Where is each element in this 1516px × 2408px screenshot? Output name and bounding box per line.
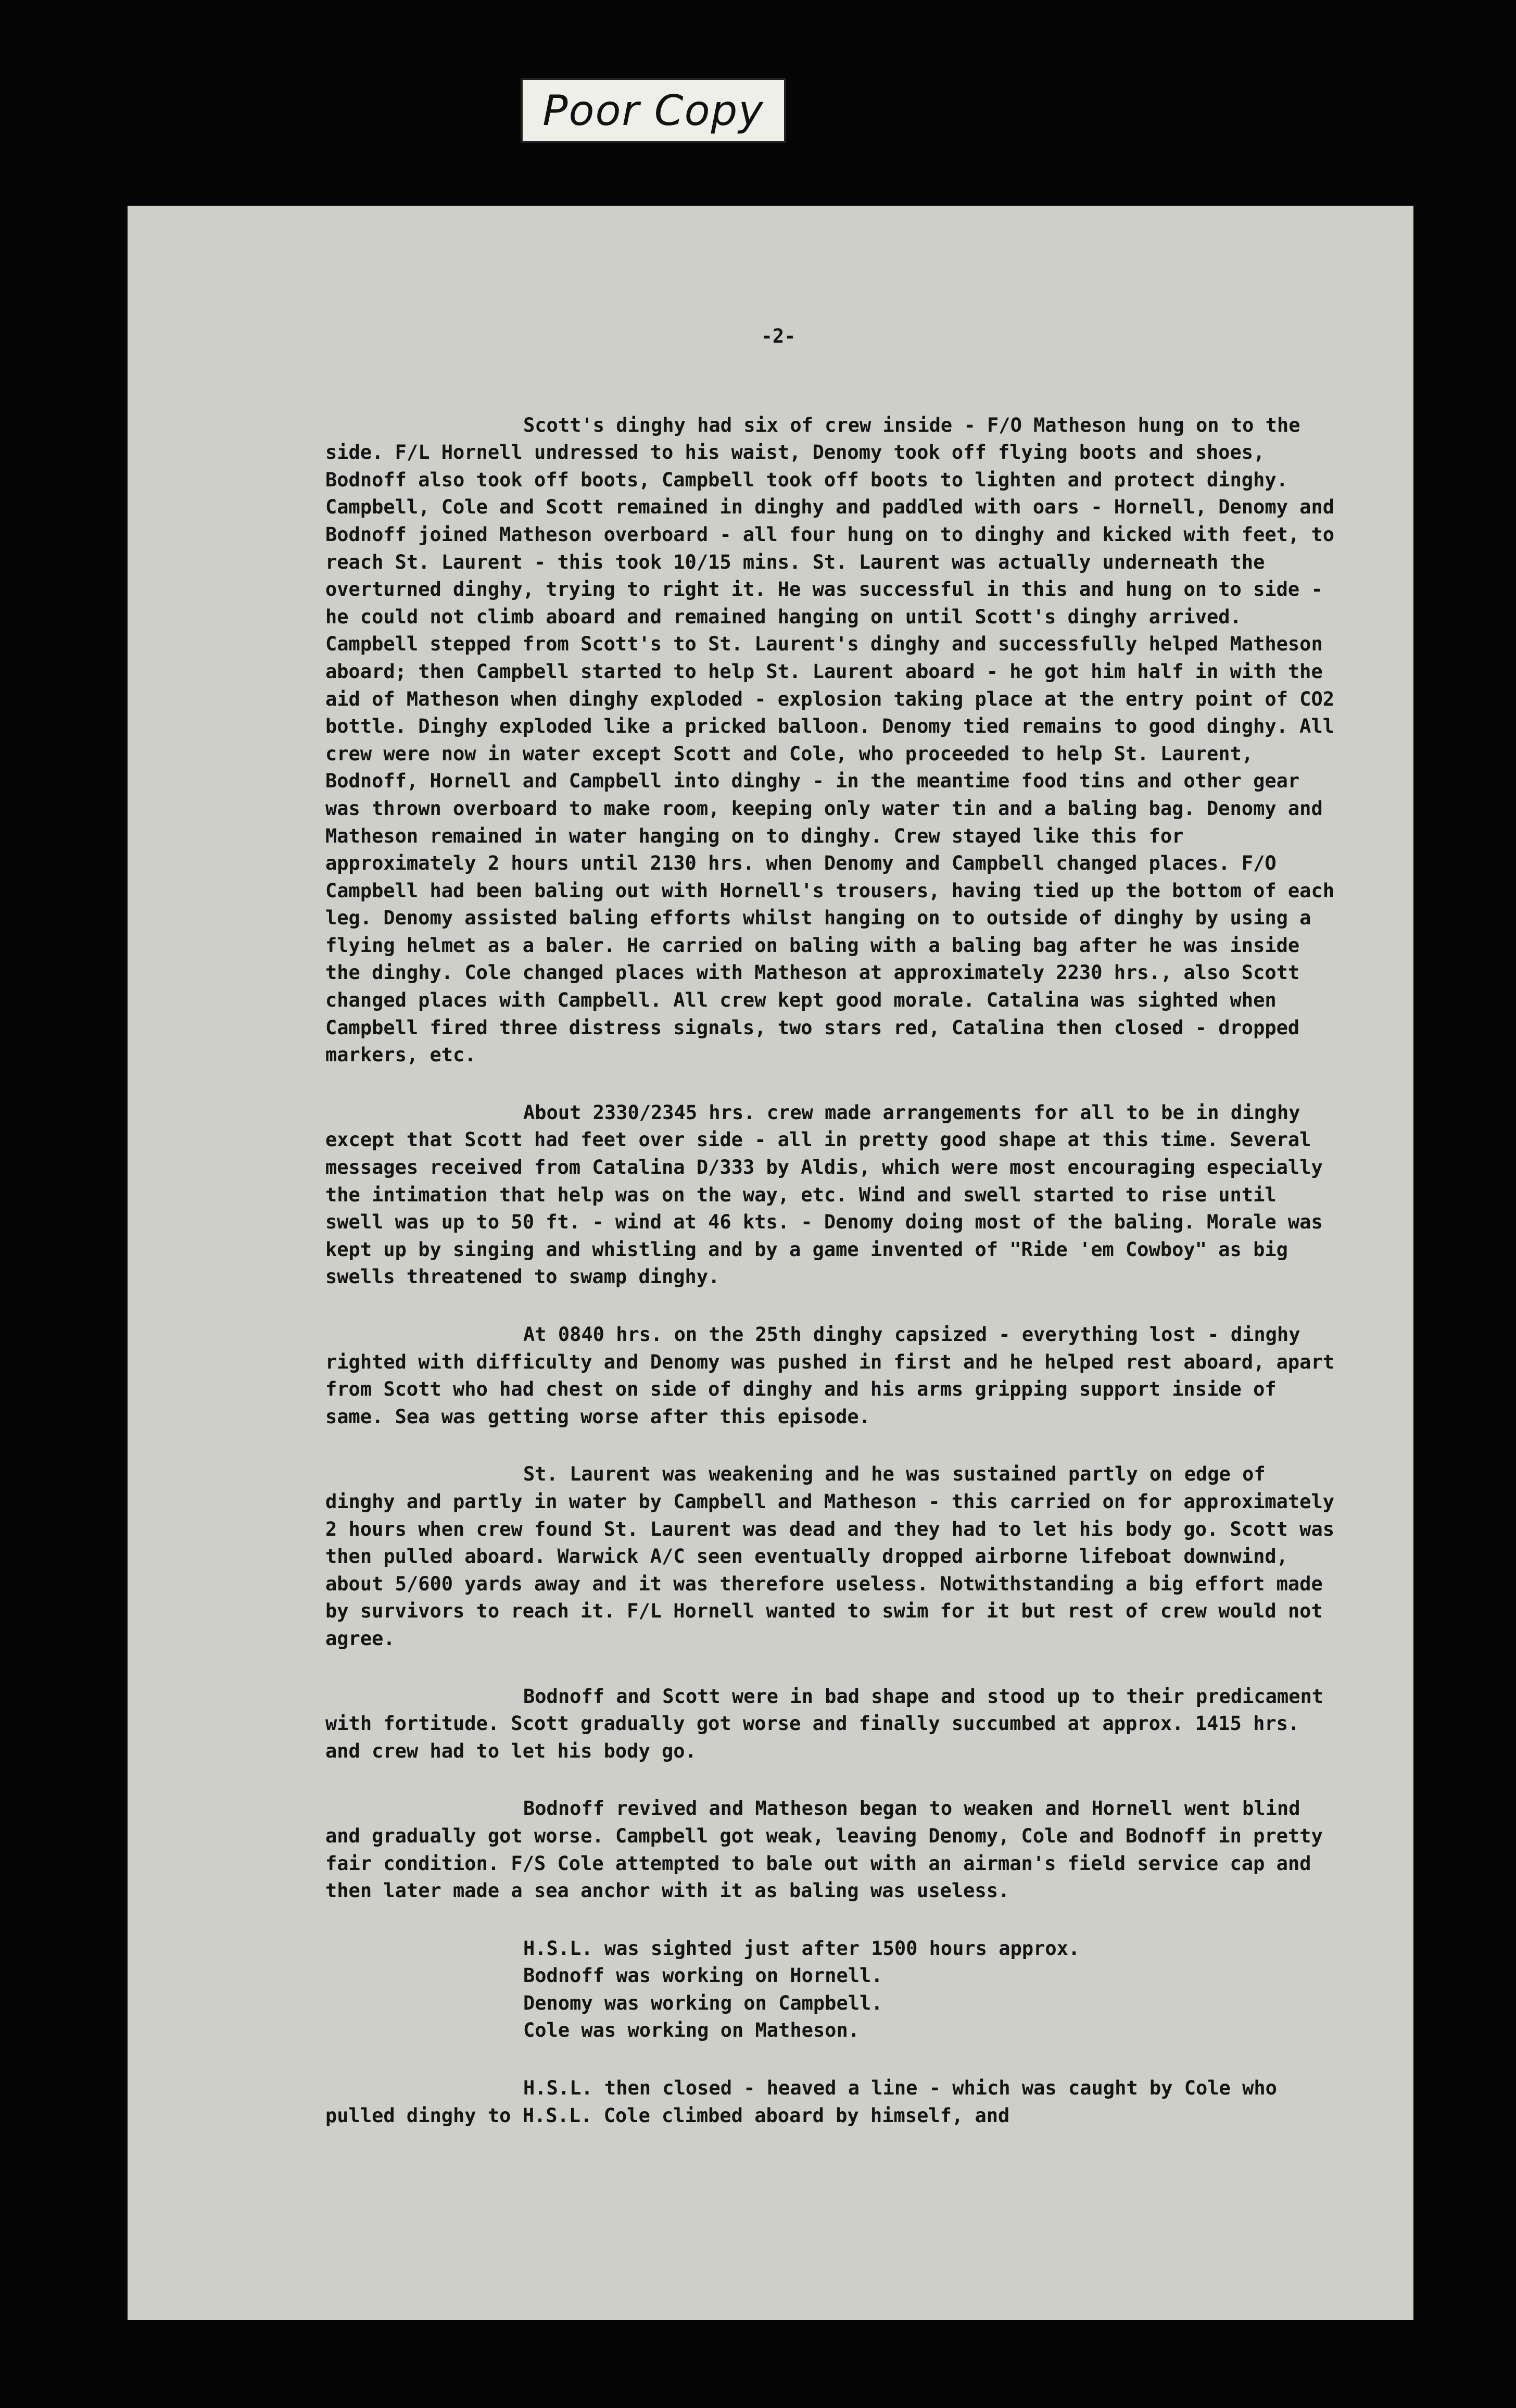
paragraph-night-arrangements: About 2330/2345 hrs. crew made arrangements for all to be in dinghy except that Scott had feet over side - all in pretty good shape at this time. Several messages received from Catalina D/333 by Aldis, which were most encouraging especially the intimation that help was on the way, etc. Wind and swell started to rise until swell was up to 50 ft. - wind at 46 kts. - Denomy doing most of the baling. Morale was kept up by singing and whistling and by a game invented of "Ride 'em Cowboy" as big swells threatened to swamp dinghy.	[325, 1101, 1323, 1288]
list-item: H.S.L. was sighted just after 1500 hours approx.	[523, 1937, 1080, 1960]
list-item: Bodnoff was working on Hornell.	[523, 1964, 883, 1987]
document-page	[128, 206, 1413, 2320]
list-item: Denomy was working on Campbell.	[523, 1991, 883, 2014]
paragraph-dinghy-rescue: Scott's dinghy had six of crew inside - F/O Matheson hung on to the side. F/L Hornell undressed to his waist, Denomy took off flying boots and shoes, Bodnoff also took off boots, Campbell took off boots to lighten and protect dinghy. Campbell, Cole and Scott remained in dinghy and paddled with oars - Hornell, Denomy and Bodnoff joined Matheson overboard - all four hung on to dinghy and kicked with feet, to reach St. Laurent - this took 10/15 mins. St. Laurent was actually underneath the overturned dinghy, trying to right it. He was successful in this and hung on to side - he could not climb aboard and remained hanging on until Scott's dinghy arrived. Campbell stepped from Scott's to St. Laurent's dinghy and successfully helped Matheson aboard; then Campbell started to help St. Laurent aboard - he got him half in with the aid of Matheson when dinghy exploded - explosion taking place at the entry point of CO2 bottle. Dinghy exploded like a pricked balloon. Denomy tied remains to good dinghy. All crew were now in water except Scott and Cole, who proceeded to help St. Laurent, Bodnoff, Hornell and Campbell into dinghy - in the meantime food tins and other gear was thrown overboard to make room, keeping only water tin and a baling bag. Denomy and Matheson remained in water hanging on to dinghy. Crew stayed like this for approximately 2 hours until 2130 hrs. when Denomy and Campbell changed places. F/O Campbell had been baling out with Hornell's trousers, having tied up the bottom of each leg. Denomy assisted baling efforts whilst hanging on to outside of dinghy by using a flying helmet as a baler. He carried on baling with a baling bag after he was inside the dinghy. Cole changed places with Matheson at approximately 2230 hrs., also Scott changed places with Campbell. All crew kept good morale. Catalina was sighted when Campbell fired three distress signals, two stars red, Catalina then closed - dropped markers, etc.	[325, 413, 1335, 1067]
poor-copy-label-text: Poor Copy	[542, 86, 764, 135]
paragraph-st-laurent: St. Laurent was weakening and he was sustained partly on edge of dinghy and partly in water by Campbell and Matheson - this carried on for approximately 2 hours when crew found St. Laurent was dead and they had to let his body go. Scott was then pulled aboard. Warwick A/C seen eventually dropped airborne lifeboat downwind, about 5/600 yards away and it was therefore useless. Notwithstanding a big effort made by survivors to reach it. F/L Hornell wanted to swim for it but rest of crew would not agree.	[325, 1463, 1335, 1650]
paragraph-final: H.S.L. then closed - heaved a line - which was caught by Cole who pulled dinghy to H.S.L. Cole climbed aboard by himself, and	[325, 2077, 1277, 2127]
poor-copy-label	[521, 78, 786, 143]
paragraph-capsize: At 0840 hrs. on the 25th dinghy capsized - everything lost - dinghy righted with difficulty and Denomy was pushed in first and he helped rest aboard, apart from Scott who had chest on side of dinghy and his arms gripping support inside of same. Sea was getting worse after this episode.	[325, 1323, 1335, 1428]
hsl-list	[325, 1935, 1335, 2045]
list-item: Cole was working on Matheson.	[523, 2019, 860, 2042]
paragraph-scott: Bodnoff and Scott were in bad shape and stood up to their predicament with fortitude. Scott gradually got worse and finally succumbed at approx. 1415 hrs. and crew had to let his body go.	[325, 1685, 1324, 1762]
page-number: -2-	[761, 325, 796, 347]
paragraph-weakening: Bodnoff revived and Matheson began to weaken and Hornell went blind and gradually got worse. Campbell got weak, leaving Denomy, Cole and Bodnoff in pretty fair condition. F/S Cole attempted to bale out with an airman's field service cap and then later made a sea anchor with it as baling was useless.	[325, 1797, 1323, 1902]
